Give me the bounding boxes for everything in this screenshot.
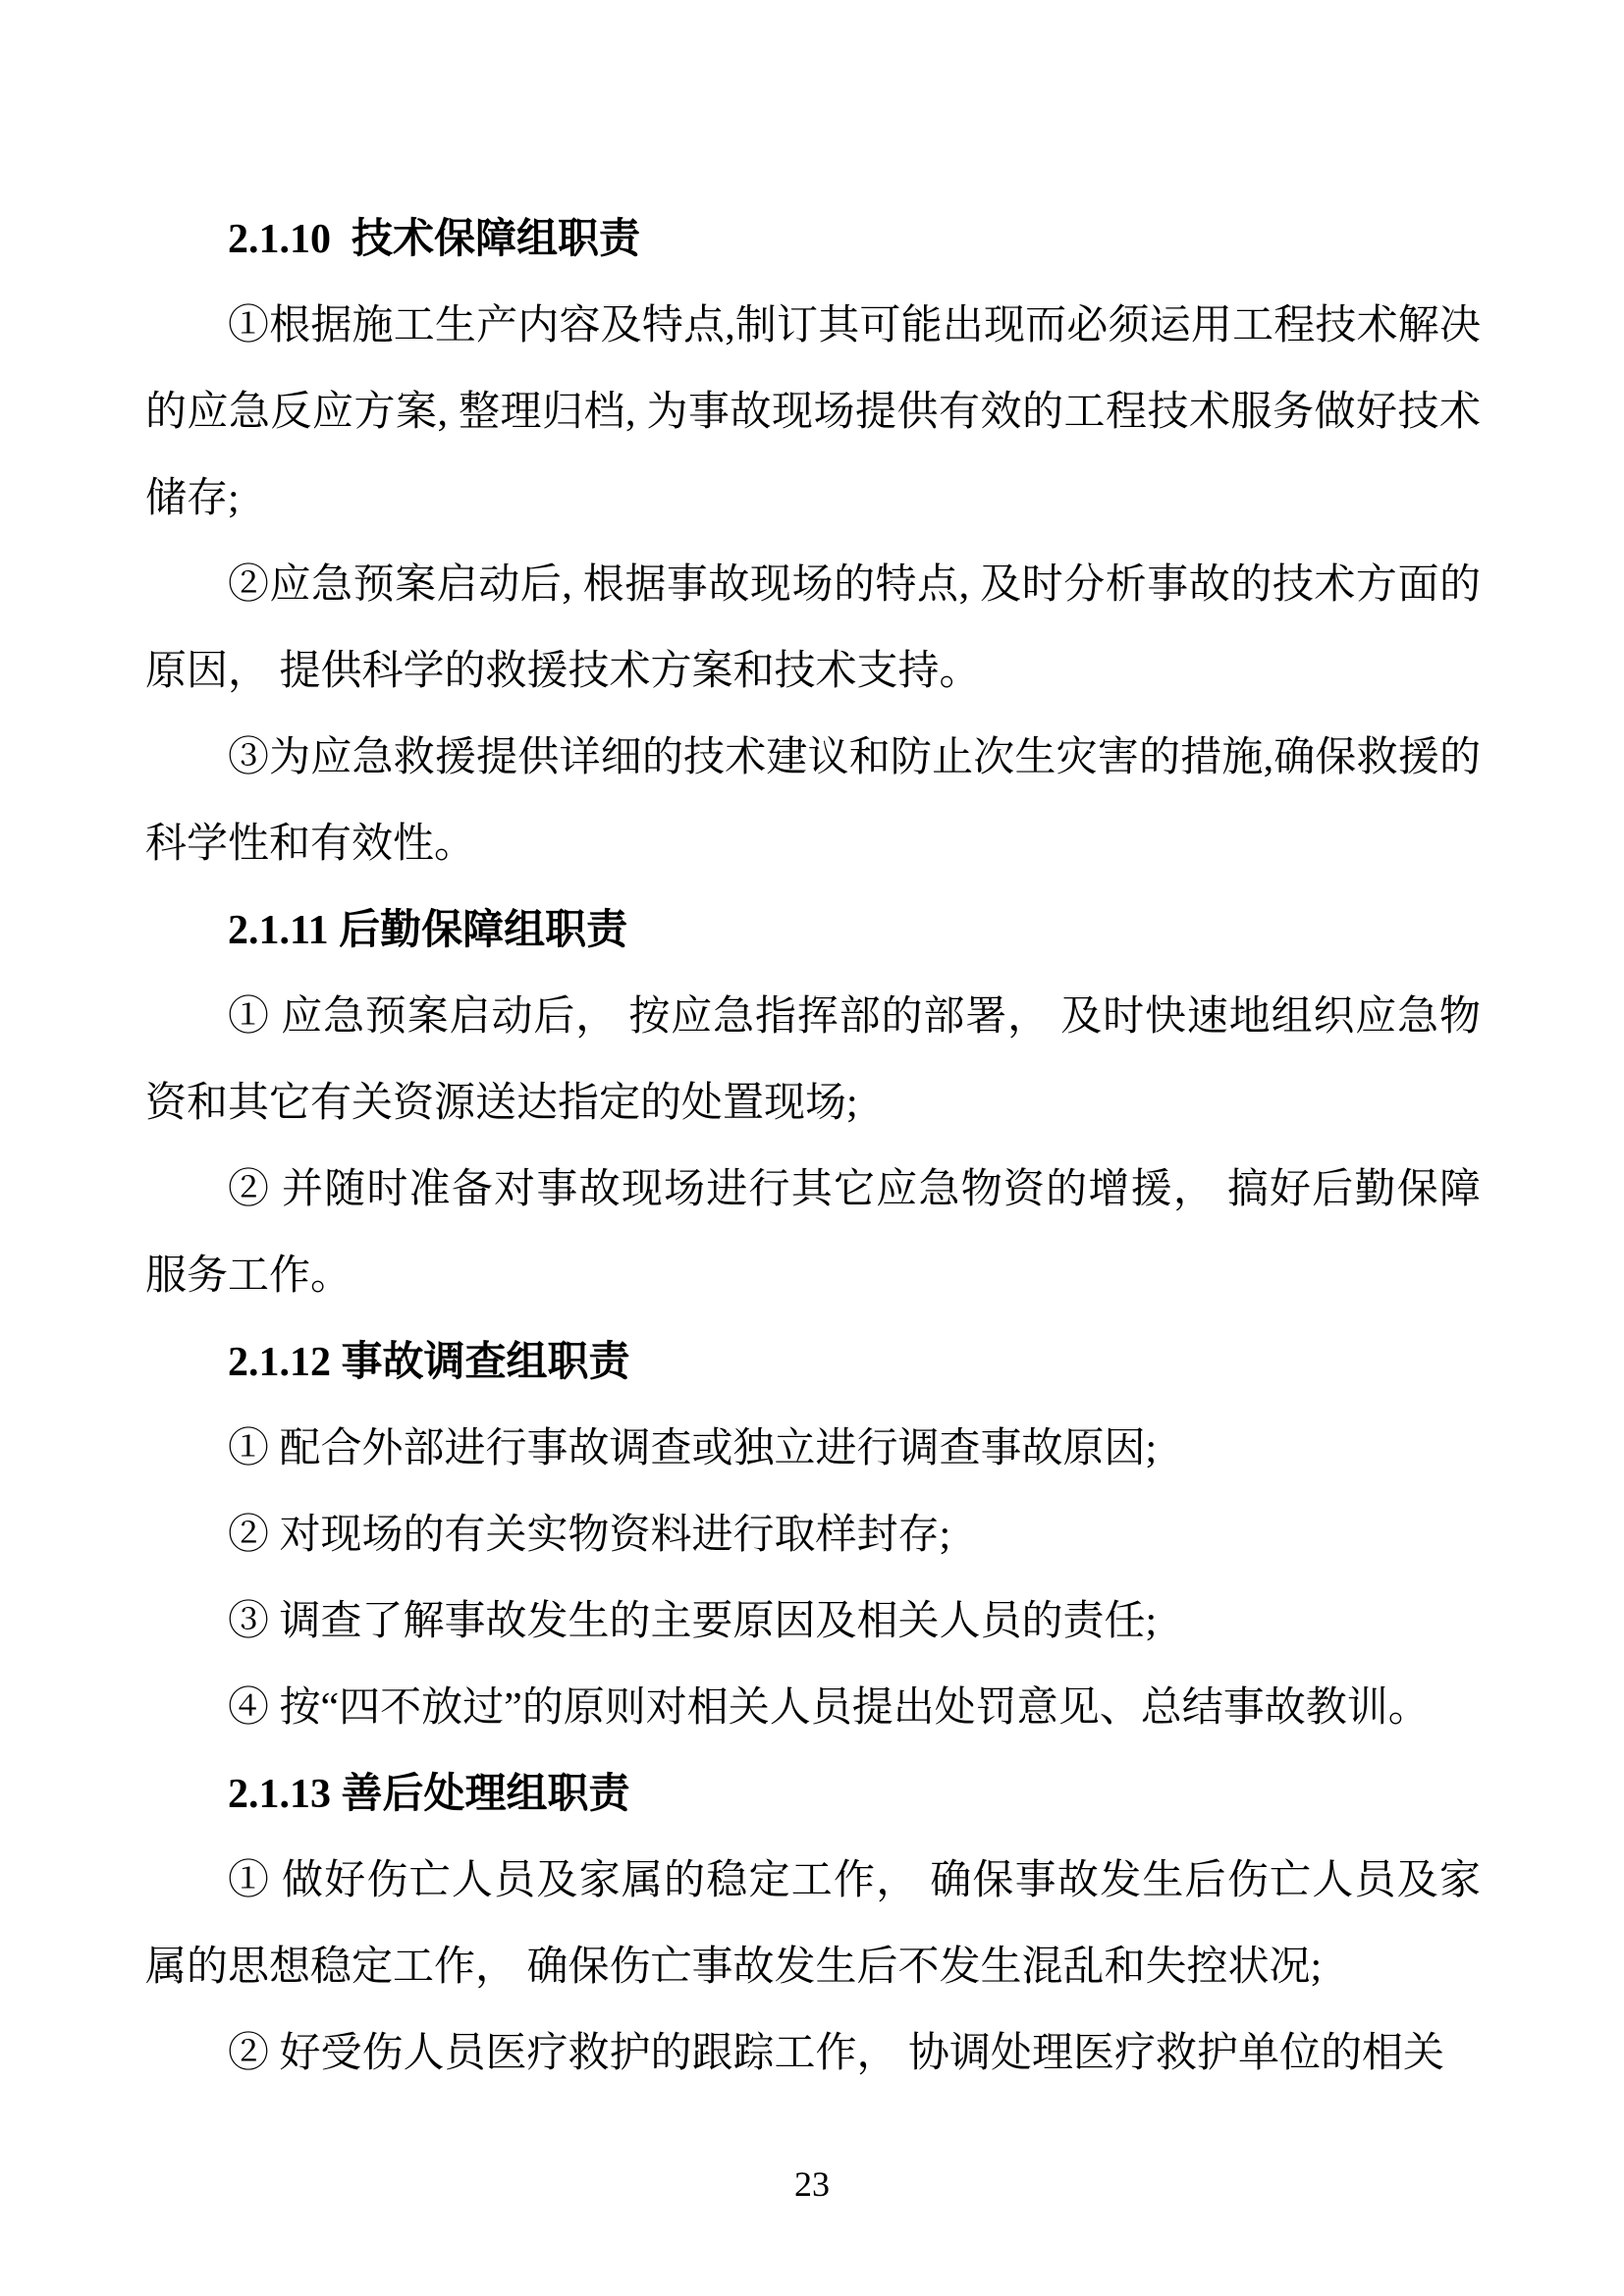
paragraph: ④ 按“四不放过”的原则对相关人员提出处罚意见、总结事故教训。: [228, 1685, 1430, 1731]
paragraph: ① 应急预案启动后， 按应急指挥部的部署， 及时快速地组织应急物资和其它有关资源送达指定的处置现场;: [145, 994, 1481, 1126]
paragraph: ②应急预案启动后, 根据事故现场的特点, 及时分析事故的技术方面的原因， 提供科学的救援技术方案和技术支持。: [145, 562, 1481, 694]
section-heading-2-1-12: 2.1.12 事故调查组职责: [228, 1340, 630, 1385]
section-heading-2-1-10: 2.1.10 技术保障组职责: [228, 217, 641, 262]
paragraph: ① 配合外部进行事故调查或独立进行调查事故原因;: [228, 1426, 1158, 1471]
section-heading-2-1-13: 2.1.13 善后处理组职责: [228, 1772, 630, 1817]
section-heading-2-1-11: 2.1.11 后勤保障组职责: [228, 908, 628, 953]
paragraph: ② 并随时准备对事故现场进行其它应急物资的增援， 搞好后勤保障服务工作。: [145, 1167, 1481, 1299]
paragraph: ③为应急救援提供详细的技术建议和防止次生灾害的措施,确保救援的科学性和有效性。: [145, 735, 1481, 867]
document-body: [145, 196, 1481, 2097]
paragraph: ① 做好伤亡人员及家属的稳定工作， 确保事故发生后伤亡人员及家属的思想稳定工作， 确保伤亡事故发生后不发生混乱和失控状况;: [145, 1858, 1481, 1990]
paragraph: ② 好受伤人员医疗救护的跟踪工作， 协调处理医疗救护单位的相关: [228, 2031, 1445, 2076]
paragraph: ①根据施工生产内容及特点,制订其可能出现而必须运用工程技术解决的应急反应方案, 整理归档, 为事故现场提供有效的工程技术服务做好技术储存;: [145, 303, 1481, 521]
paragraph: ② 对现场的有关实物资料进行取样封存;: [228, 1513, 951, 1558]
paragraph: ③ 调查了解事故发生的主要原因及相关人员的责任;: [228, 1599, 1158, 1644]
page-number: 23: [794, 2164, 830, 2204]
